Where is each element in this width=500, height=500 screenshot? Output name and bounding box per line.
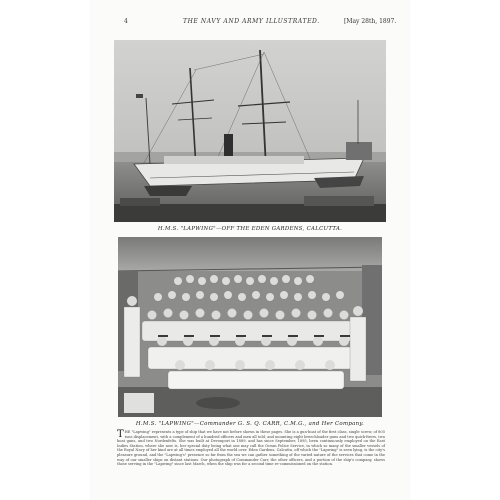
publication-title: THE NAVY AND ARMY ILLUSTRATED. bbox=[183, 18, 320, 25]
article-dropcap: T bbox=[117, 429, 124, 440]
crew-photo-illustration bbox=[118, 237, 382, 417]
page-header bbox=[91, 15, 409, 27]
issue-date: [May 28th, 1897. bbox=[344, 18, 397, 25]
crew-photo-caption: H.M.S. "LAPWING"—Commander G. S. Q. CARR, C.M.G., and Her Company. bbox=[135, 421, 365, 427]
page-number: 4 bbox=[124, 18, 128, 25]
article-body bbox=[117, 430, 385, 467]
ship-photo-illustration bbox=[114, 40, 386, 222]
ship-photo-caption: H.M.S. "LAPWING"—OFF THE EDEN GARDENS, CALCUTTA. bbox=[157, 226, 343, 232]
crew-photo bbox=[118, 237, 382, 417]
article-text: HE "Lapwing" represents a type of ship that we have not before shown in these pages. She is a gun-boat of the first class, single screw, of 805 tons displacement, with a complement of a hundred officers and men all told, and mounting eight breechloader guns and two quick-firers, two boat guns, and two Nordenfelts. She was built at Devonport in 1889, and has since September, 1895, been continuously employed on the East Indies Station, where she now is, her special duty being what one may call the Ocean Police Service, in which so many of the smaller vessels of the Royal Navy of her kind are at all times employed all the world over. Eden Gardens, Calcutta, off which the "Lapwing" is seen lying, is the city's pleasure ground, and the "Lapwing's" presence so far from the sea we can gather something of the varied nature of the services that come in the way of our smaller ships on distant stations. Our photograph of Commander Carr, the other officers, and a portion of the ship's company, shows those serving in the "Lapwing" since last March, when the ship was for a second time re-commissioned on the station. bbox=[117, 430, 385, 467]
ship-photo bbox=[114, 40, 386, 222]
magazine-page bbox=[91, 0, 409, 500]
